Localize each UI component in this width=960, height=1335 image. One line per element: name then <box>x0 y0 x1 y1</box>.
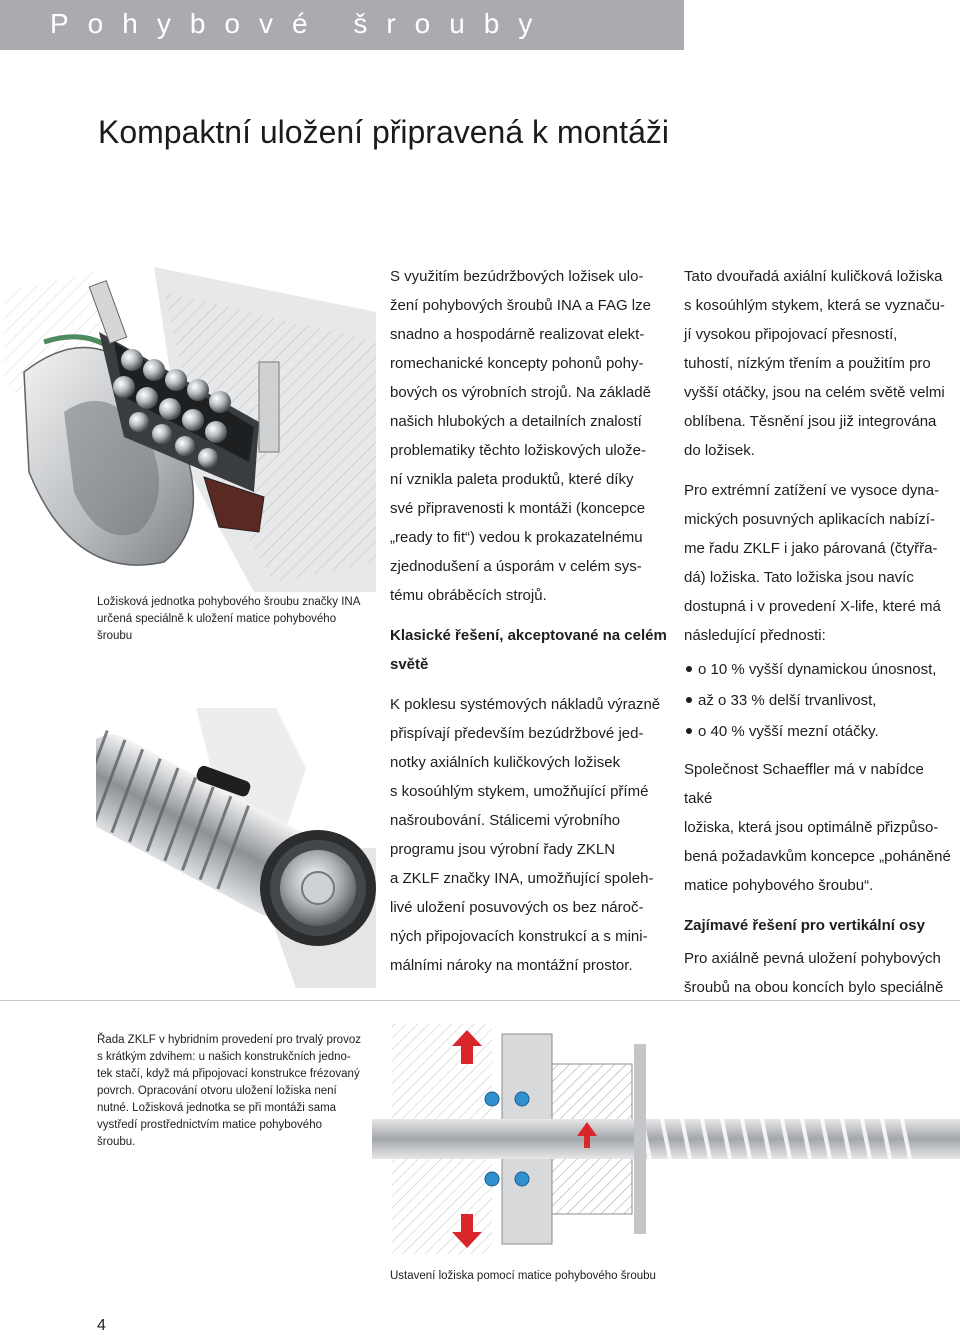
cross-section-diagram-image <box>372 1024 960 1254</box>
vertical-axes-heading: Zajímavé řešení pro vertikální osy <box>684 917 925 934</box>
schaeffler-offer-paragraph: Společnost Schaeffler má v nabídce také ložiska, která jsou optimálně přizpůso- bená požadavkům koncepce „poháněné matice pohybového šroubu“. <box>684 761 951 894</box>
bullet-icon <box>686 666 692 672</box>
caption-line: povrch. Opracování otvoru uložení ložiska není <box>97 1085 337 1097</box>
section-title: Pohybové šrouby <box>50 8 552 39</box>
bearing-unit-caption <box>97 594 377 645</box>
caption-line: nutné. Ložisková jednotka se při montáži sama <box>97 1102 337 1114</box>
vertical-axes-paragraph: Pro axiálně pevná uložení pohybových šroubů na obou koncích bylo speciálně <box>684 950 944 996</box>
caption-line: tek stačí, když má připojovací konstrukce frézovaný <box>97 1068 360 1080</box>
page-title: Kompaktní uložení připravená k montáži <box>98 114 669 150</box>
page-number: 4 <box>97 1317 106 1334</box>
bearing-unit-cutaway-image <box>4 262 376 592</box>
xlife-benefits-list <box>684 654 956 747</box>
extreme-load-paragraph: Pro extrémní zatížení ve vysoce dyna- mických posuvných aplikacích nabízí- me řadu ZKLF i jako párovaná (čtyřřa- dá) ložiska. Tato ložiska jsou navíc dostupná i v provedení X-life, které má následující přednosti: <box>684 482 941 644</box>
classic-solution-heading: Klasické řešení, akceptované na celém světě <box>390 627 667 673</box>
caption-line: vystředí prostřednictvím matice pohybového <box>97 1119 322 1131</box>
caption-line: určená speciálně k uložení matice pohybového <box>97 613 337 625</box>
intro-paragraph: S využitím bezúdržbových ložisek ulo- žení pohybových šroubů INA a FAG lze snadno a hospodárně realizovat elekt- romechanické koncepty pohonů pohy- bových os výrobních strojů. Na základě našich hlubokých a detailních znalostí problematiky těchto ložiskových ulože- ní vznikla paleta produktů, které díky své připravenosti k montáži (koncepce „ready to fit“) vedou k prokazatelnému zjednodušení a úsporám v celém sys- tému obráběcích strojů. <box>390 268 651 604</box>
bullet-icon <box>686 697 692 703</box>
bearing-description-paragraph: Tato dvouřadá axiální kuličková ložiska s kosoúhlým stykem, která se vyznaču- jí vysokou připojovací přesností, tuhostí, nízkým třením a použitím pro vyšší otáčky, jsou na celém světě velmi oblíbena. Těsnění jsou již integrována do ložisek. <box>684 268 945 459</box>
caption-line: Ložisková jednotka pohybového šroubu značky INA <box>97 596 361 608</box>
list-item: až o 33 % delší trvanlivost, <box>684 685 956 716</box>
classic-solution-paragraph: K poklesu systémových nákladů výrazně přispívají především bezúdržbové jed- notky axiálních kuličkových ložisek s kosoúhlým stykem, umožňující přímé našroubování. Stálicemi výrobního programu jsou výrobní řady ZKLN a ZKLF značky INA, umožňující spoleh- livé uložení posuvových os bez nároč- ných připojovacích konstrukcí a s mini- málními nároky na montážní prostor. <box>390 696 661 974</box>
caption-line: šroubu <box>97 630 133 642</box>
zklf-series-caption <box>97 1032 373 1151</box>
caption-line: Řada ZKLF v hybridním provedení pro trvalý provoz <box>97 1034 361 1046</box>
right-text-column <box>684 262 956 1002</box>
bullet-icon <box>686 728 692 734</box>
caption-line: šroubu. <box>97 1136 136 1148</box>
section-header-bar <box>0 0 684 50</box>
caption-line: s krátkým zdvihem: u našich konstrukčních jedno- <box>97 1051 351 1063</box>
nut-bearing-caption: Ustavení ložiska pomocí matice pohybového šroubu <box>390 1270 656 1282</box>
list-item: o 40 % vyšší mezní otáčky. <box>684 716 956 747</box>
ball-screw-assembly-image <box>96 708 376 988</box>
list-item: o 10 % vyšší dynamickou únosnost, <box>684 654 956 685</box>
middle-text-column <box>390 262 676 980</box>
